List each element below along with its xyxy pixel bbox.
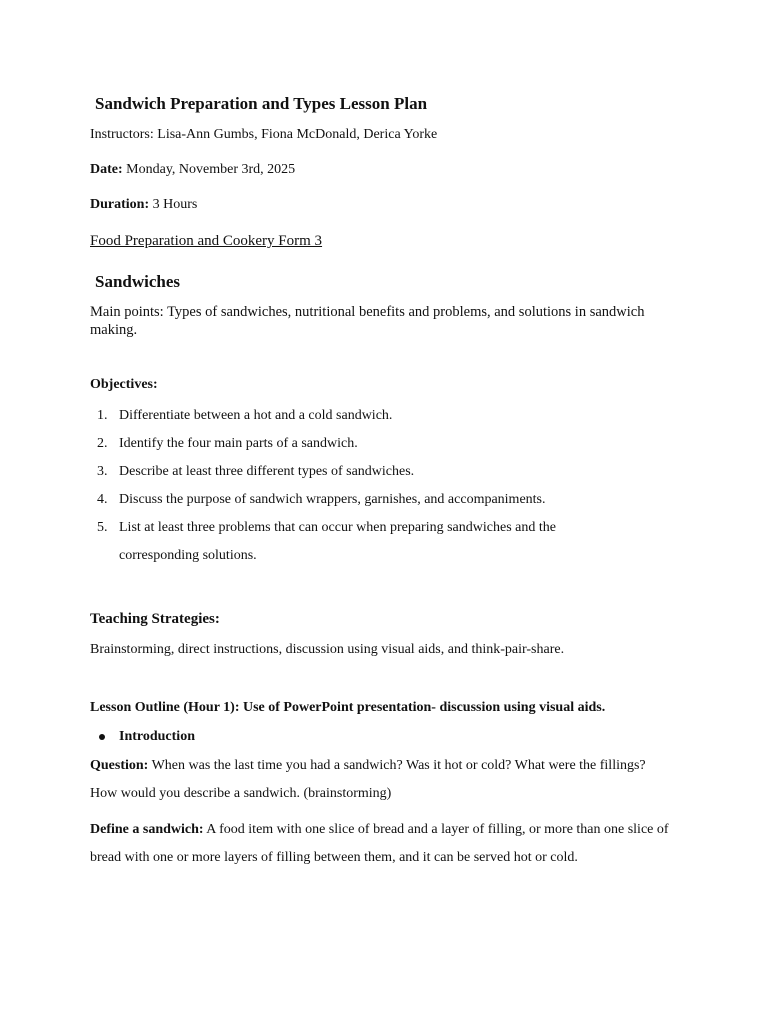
strategies-text: Brainstorming, direct instructions, discussion using visual aids, and think-pair-share.: [90, 642, 565, 657]
define-text: A food item with one slice of bread and a layer of filling, or more than one slice of bread with one or more layers of filling between them, and it can be served hot or cold.: [90, 822, 669, 865]
objective-item: [90, 430, 690, 458]
objective-number: 3.: [97, 464, 108, 479]
objective-text: Discuss the purpose of sandwich wrappers, garnishes, and accompaniments.: [119, 492, 546, 507]
question-paragraph: [90, 752, 670, 808]
duration-label: Duration:: [90, 197, 150, 212]
objective-text: Describe at least three different types of sandwiches.: [119, 464, 415, 479]
define-label: Define a sandwich:: [90, 822, 204, 837]
course-title: Food Preparation and Cookery Form 3: [90, 233, 323, 249]
objective-item: [90, 514, 629, 570]
question-text: When was the last time you had a sandwich? Was it hot or cold? What were the fillings? How would you describe a sandwich. (brainstorming): [90, 758, 646, 801]
define-paragraph: [90, 816, 680, 872]
objective-number: 2.: [97, 436, 108, 451]
objectives-list: [90, 402, 690, 570]
objective-item: [90, 458, 690, 486]
outline-bullets: [90, 726, 195, 748]
date-line: [90, 161, 690, 179]
question-label: Question:: [90, 758, 149, 773]
bullet-icon: [99, 734, 105, 740]
objective-text: Identify the four main parts of a sandwich.: [119, 436, 358, 451]
objective-number: 4.: [97, 492, 108, 507]
objective-number: 1.: [97, 408, 108, 423]
objective-text: List at least three problems that can occur when preparing sandwiches and the corresponding solutions.: [119, 520, 556, 563]
duration-line: [90, 196, 690, 214]
objectives-heading: [90, 376, 690, 394]
outline-heading: Lesson Outline (Hour 1): Use of PowerPoint presentation- discussion using visual aids.: [90, 700, 606, 715]
section-title: Sandwiches: [95, 272, 181, 291]
objective-text: Differentiate between a hot and a cold sandwich.: [119, 408, 393, 423]
duration-value: 3 Hours: [149, 197, 198, 212]
objective-number: 5.: [97, 520, 108, 535]
document-title: Sandwich Preparation and Types Lesson Plan: [95, 94, 428, 113]
bullet-item: [90, 726, 195, 748]
main-points: Main points: Types of sandwiches, nutritional benefits and problems, and solutions in sandwich making.: [90, 304, 645, 338]
objective-item: [90, 402, 690, 430]
date-label: Date:: [90, 162, 123, 177]
objectives-heading-text: Objectives:: [90, 377, 158, 392]
strategies-heading: Teaching Strategies:: [90, 611, 220, 627]
instructors-line: Instructors: Lisa-Ann Gumbs, Fiona McDonald, Derica Yorke: [90, 127, 438, 142]
date-value: Monday, November 3rd, 2025: [122, 162, 296, 177]
bullet-intro-text: Introduction: [119, 729, 195, 744]
objective-item: [90, 486, 690, 514]
